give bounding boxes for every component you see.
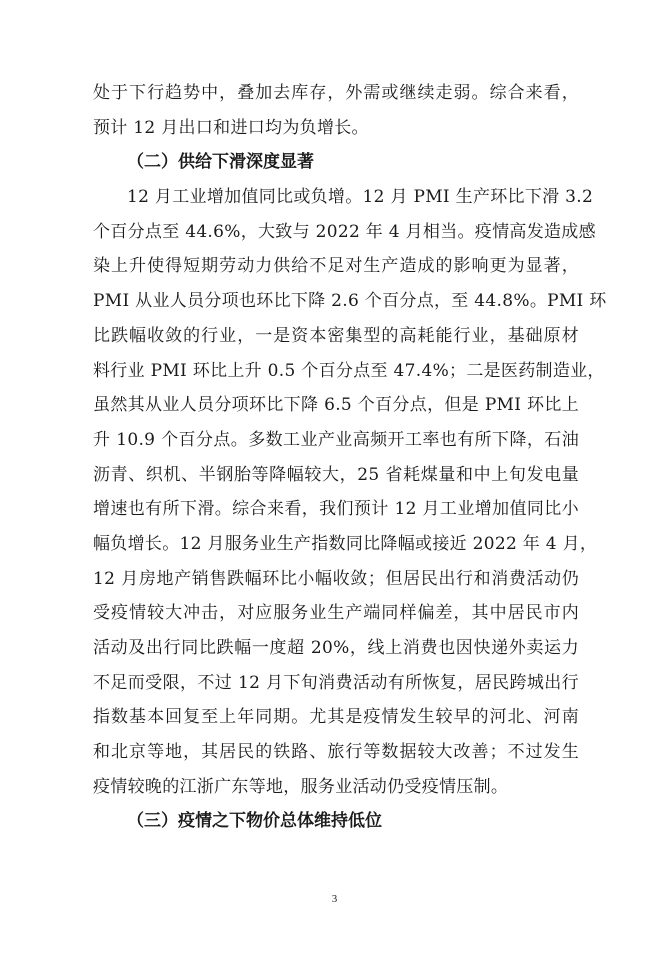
text-line: PMI 从业人员分项也环比下降 2.6 个百分点，至 44.8%。PMI 环 bbox=[93, 291, 607, 312]
text-line: 虽然其从业人员分项环比下降 6.5 个百分点，但是 PMI 环比上 bbox=[93, 395, 579, 416]
text-line: 升 10.9 个百分点。多数工业产业高频开工率也有所下降，石油 bbox=[93, 429, 579, 450]
section-heading: （三）疫情之下物价总体维持低位 bbox=[127, 811, 382, 832]
text-line: 幅负增长。12 月服务业生产指数同比降幅或接近 2022 年 4 月， bbox=[93, 533, 598, 554]
text-line: 指数基本回复至上年同期。尤其是疫情发生较早的河北、河南 bbox=[93, 707, 579, 728]
text-line: 增速也有所下滑。综合来看，我们预计 12 月工业增加值同比小 bbox=[93, 499, 579, 520]
text-line: 沥青、织机、半钢胎等降幅较大，25 省耗煤量和中上旬发电量 bbox=[93, 464, 579, 485]
text-line: 不足而受限，不过 12 月下旬消费活动有所恢复，居民跨城出行 bbox=[93, 672, 579, 693]
text-line: 12 月房地产销售跌幅环比小幅收敛；但居民出行和消费活动仍 bbox=[93, 568, 579, 589]
text-line: 疫情较晚的江浙广东等地，服务业活动仍受疫情压制。 bbox=[93, 776, 509, 797]
text-line: 处于下行趋势中，叠加去库存，外需或继续走弱。综合来看， bbox=[93, 83, 579, 103]
page-number: 3 bbox=[331, 893, 338, 905]
text-line: 比跌幅收敛的行业，一是资本密集型的高耗能行业，基础原材 bbox=[93, 325, 579, 346]
text-line: 个百分点至 44.6%，大致与 2022 年 4 月相当。疫情高发造成感 bbox=[93, 221, 596, 242]
text-line: 预计 12 月出口和进口均为负增长。 bbox=[93, 117, 369, 138]
text-line: 受疫情较大冲击，对应服务业生产端同样偏差，其中居民市内 bbox=[93, 603, 579, 624]
text-line: 活动及出行同比跌幅一度超 20%，线上消费也因快递外卖运力 bbox=[93, 638, 579, 658]
text-line: 染上升使得短期劳动力供给不足对生产造成的影响更为显著， bbox=[93, 256, 579, 277]
text-line: 料行业 PMI 环比上升 0.5 个百分点至 47.4%；二是医药制造业， bbox=[93, 360, 605, 381]
page-content bbox=[93, 76, 607, 839]
text-line: 和北京等地，其居民的铁路、旅行等数据较大改善；不过发生 bbox=[93, 742, 579, 763]
section-heading: （二）供给下滑深度显著 bbox=[127, 152, 314, 173]
paragraph-first-line: 12 月工业增加值同比或负增。12 月 PMI 生产环比下滑 3.2 bbox=[127, 187, 594, 208]
